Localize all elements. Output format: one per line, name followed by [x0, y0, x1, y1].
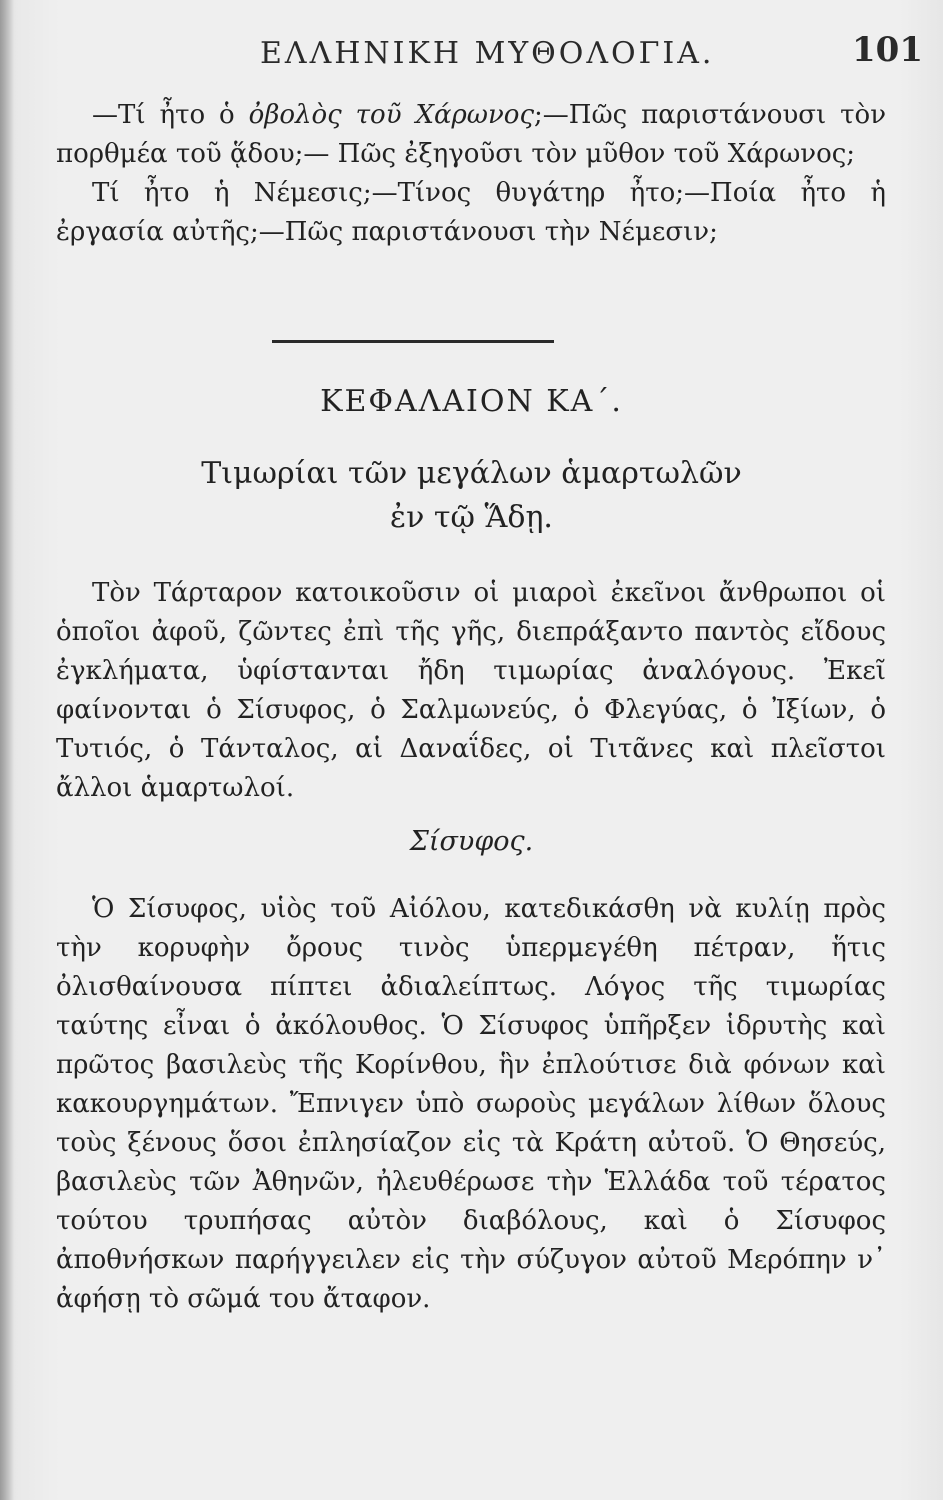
question-paragraph-1	[56, 96, 886, 174]
intro-paragraph-block	[56, 574, 886, 808]
review-questions	[56, 96, 886, 252]
intro-paragraph: Τὸν Τάρταρον κατοικοῦσιν οἱ μιαροὶ ἐκεῖνοι ἄνθρωποι οἱ ὁποῖοι ἀφοῦ, ζῶντες ἐπὶ τῆς γῆς, διεπράξαντο παντὸς εἴδους ἐγκλήματα, ὑφίστανται ἤδη τιμωρίας ἀναλόγους. Ἐκεῖ φαίνονται ὁ Σίσυφος, ὁ Σαλμωνεύς, ὁ Φλεγύας, ὁ Ἰξίων, ὁ Τυτιός, ὁ Τάνταλος, αἱ Δαναΐδες, οἱ Τιτᾶνες καὶ πλεῖστοι ἄλλοι ἁμαρτωλοί.	[56, 578, 886, 803]
sisyphus-paragraph-block	[56, 890, 886, 1319]
chapter-subtitle-line-1: Τιμωρίαι τῶν μεγάλων ἁμαρτωλῶν	[201, 456, 742, 491]
question-paragraph-2: Τί ἦτο ἡ Νέμεσις;—Τίνος θυγάτηρ ἦτο;—Ποία ἦτο ἡ ἐργασία αὐτῆς;—Πῶς παριστάνουσι τὴν Νέμεσιν;	[56, 178, 886, 247]
running-head: ΕΛΛΗΝΙΚΗ ΜΥΘΟΛΟΓΙΑ.	[260, 36, 715, 71]
chapter-subtitle-line-2: ἐν τῷ Ἅδῃ.	[390, 500, 553, 535]
page-header	[0, 30, 943, 80]
chapter-heading: ΚΕΦΑΛΑΙΟΝ ΚΑ΄.	[320, 384, 623, 419]
chapter-subtitle	[0, 452, 943, 540]
question-1-rest: ;—Πῶς παριστάνουσι τὸν πορθμέα τοῦ ᾅδου;— Πῶς ἐξηγοῦσι τὸν μῦθον τοῦ Χάρωνος;	[56, 100, 886, 169]
question-1-italic: ὀβολὸς τοῦ Χάρωνος	[248, 100, 535, 130]
page-number: 101	[852, 30, 923, 70]
sisyphus-paragraph: Ὁ Σίσυφος, υἱὸς τοῦ Αἰόλου, κατεδικάσθη νὰ κυλίῃ πρὸς τὴν κορυφὴν ὄρους τινὸς ὑπερμεγέθη πέτραν, ἥτις ὀλισθαίνουσα πίπτει ἀδιαλείπτως. Λόγος τῆς τιμωρίας ταύτης εἶναι ὁ ἀκόλουθος. Ὁ Σίσυφος ὑπῆρξεν ἱδρυτὴς καὶ πρῶτος βασιλεὺς τῆς Κορίνθου, ἣν ἐπλούτισε διὰ φόνων καὶ κακουργημάτων. Ἔπνιγεν ὑπὸ σωροὺς μεγάλων λίθων ὅλους τοὺς ξένους ὅσοι ἐπλησίαζον εἰς τὰ Κράτη αὐτοῦ. Ὁ Θησεύς, βασιλεὺς τῶν Ἀθηνῶν, ἠλευθέρωσε τὴν Ἑλλάδα τοῦ τέρατος τούτου τρυπήσας αὐτὸν διαβόλους, καὶ ὁ Σίσυφος ἀποθνήσκων παρήγγειλεν εἰς τὴν σύζυγον αὐτοῦ Μερόπην ν᾽ ἀφήσῃ τὸ σῶμά του ἄταφον.	[56, 894, 886, 1314]
section-divider-rule	[272, 340, 554, 343]
spine-shadow	[0, 0, 14, 1500]
section-title: Σίσυφος.	[409, 826, 534, 857]
question-1-start: —Τί ἦτο ὁ	[92, 100, 249, 130]
